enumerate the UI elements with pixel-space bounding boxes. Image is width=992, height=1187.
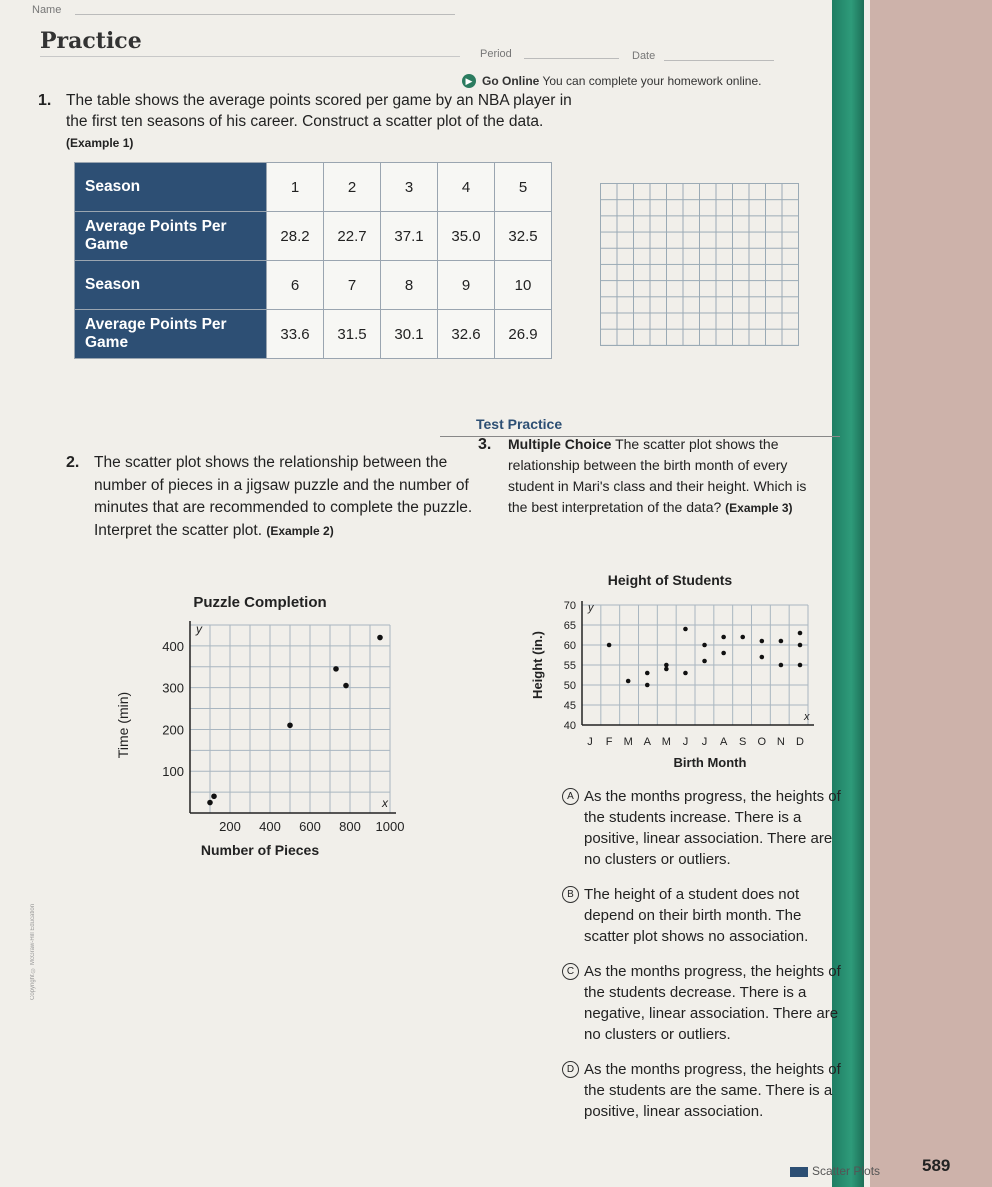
data-point bbox=[702, 659, 707, 664]
data-point bbox=[287, 722, 293, 728]
data-point bbox=[645, 683, 650, 688]
table-cell: 32.5 bbox=[495, 212, 552, 261]
period-line bbox=[524, 58, 619, 59]
choice-text: The height of a student does not depend on their birth month. The scatter plot shows no association. bbox=[584, 886, 809, 945]
answer-choices bbox=[560, 786, 850, 1136]
choice-d[interactable] bbox=[560, 1059, 850, 1122]
y-axis-label: Time (min) bbox=[115, 691, 131, 759]
data-point bbox=[343, 683, 349, 689]
section-marker-icon bbox=[790, 1167, 808, 1177]
question-2-body: The scatter plot shows the relationship between the number of pieces in a jigsaw puzzle and the number of minutes that are recommended to complete the puzzle. Interpret the scatter plot. bbox=[94, 454, 473, 539]
height-of-students-chart bbox=[520, 565, 840, 780]
x-axis-label: Number of Pieces bbox=[200, 842, 320, 858]
chart-axes bbox=[190, 621, 396, 813]
chart-ticks bbox=[162, 639, 404, 834]
question-number: 1. bbox=[38, 92, 52, 109]
data-point bbox=[683, 671, 688, 676]
choice-letter: B bbox=[562, 886, 579, 903]
chart-title: Height of Students bbox=[607, 572, 733, 588]
question-2 bbox=[66, 452, 473, 539]
choice-text: As the months progress, the heights of the students are the same. There is a positive, linear association. bbox=[584, 1061, 841, 1120]
y-tick-label: 200 bbox=[162, 722, 184, 738]
data-point bbox=[760, 655, 765, 660]
table-cell: 32.6 bbox=[438, 310, 495, 359]
date-line bbox=[664, 60, 774, 61]
question-number: 3. bbox=[478, 436, 492, 453]
y-tick-label: 300 bbox=[162, 680, 184, 696]
chart-grid bbox=[190, 625, 390, 813]
data-point bbox=[333, 666, 339, 672]
data-point bbox=[664, 663, 669, 668]
table-cell: 22.7 bbox=[324, 212, 381, 261]
x-tick-label: 800 bbox=[339, 819, 361, 834]
data-point bbox=[377, 635, 383, 641]
table-cell: 7 bbox=[324, 261, 381, 310]
data-point bbox=[760, 639, 765, 644]
copyright-note: Copyright © McGraw-Hill Education bbox=[30, 903, 36, 1000]
y-tick-label: 40 bbox=[563, 720, 576, 732]
go-online-note bbox=[482, 74, 762, 88]
table-cell: 26.9 bbox=[495, 310, 552, 359]
question-3-body: The scatter plot shows the relationship between the birth month of every student in Mari's class and their height. Which is the best interpretation of the data? bbox=[508, 436, 807, 515]
data-point bbox=[626, 679, 631, 684]
table-cell: 37.1 bbox=[381, 212, 438, 261]
data-point bbox=[740, 635, 745, 640]
table-cell: 9 bbox=[438, 261, 495, 310]
choice-b[interactable] bbox=[560, 884, 850, 947]
data-point bbox=[607, 643, 612, 648]
x-tick-label: 200 bbox=[219, 819, 241, 834]
x-tick-label: M bbox=[623, 736, 633, 748]
x-axis-label: Birth Month bbox=[673, 755, 747, 770]
chart-grid bbox=[582, 605, 808, 725]
table-cell: 31.5 bbox=[324, 310, 381, 359]
choice-c[interactable] bbox=[560, 961, 850, 1045]
choice-letter: A bbox=[562, 788, 579, 805]
y-tick-label: 55 bbox=[563, 660, 576, 672]
table-cell: 10 bbox=[495, 261, 552, 310]
data-point bbox=[779, 639, 784, 644]
date-label: Date bbox=[632, 50, 656, 62]
data-point bbox=[683, 627, 688, 632]
chart-axes bbox=[582, 601, 814, 725]
y-tick-label: 70 bbox=[563, 600, 576, 612]
choice-text: As the months progress, the heights of the students decrease. There is a negative, linear association. There are no clusters or outliers. bbox=[584, 963, 841, 1043]
points-table bbox=[74, 162, 552, 359]
example-ref: (Example 3) bbox=[725, 501, 793, 515]
row-label-season: Season bbox=[75, 163, 267, 212]
name-line bbox=[75, 14, 455, 15]
row-label-season: Season bbox=[75, 261, 267, 310]
row-label-points: Average Points Per Game bbox=[75, 212, 267, 261]
question-text bbox=[508, 434, 828, 519]
table-cell: 33.6 bbox=[267, 310, 324, 359]
x-tick-label: J bbox=[682, 736, 689, 748]
data-point bbox=[207, 800, 213, 806]
table-cell: 8 bbox=[381, 261, 438, 310]
chart-title: Puzzle Completion bbox=[193, 594, 327, 611]
row-label-points: Average Points Per Game bbox=[75, 310, 267, 359]
data-point bbox=[721, 635, 726, 640]
question-number: 2. bbox=[66, 454, 80, 471]
y-axis-letter: y bbox=[588, 602, 594, 614]
y-tick-label: 60 bbox=[563, 640, 576, 652]
question-text bbox=[94, 452, 474, 542]
y-tick-label: 45 bbox=[563, 700, 576, 712]
x-tick-label: A bbox=[719, 736, 728, 748]
x-tick-label: F bbox=[605, 736, 613, 748]
choice-letter: D bbox=[562, 1061, 579, 1078]
question-1-body: The table shows the average points scored per game by an NBA player in the first ten seasons of his career. Construct a scatter plot of the data. bbox=[66, 92, 572, 130]
x-tick-label: 1000 bbox=[375, 819, 405, 834]
x-tick-label: S bbox=[739, 736, 747, 748]
table-cell: 6 bbox=[267, 261, 324, 310]
y-axis-label: Height (in.) bbox=[530, 631, 545, 699]
puzzle-completion-chart bbox=[100, 585, 430, 875]
chart-points bbox=[607, 627, 803, 688]
data-point bbox=[721, 651, 726, 656]
table-cell: 3 bbox=[381, 163, 438, 212]
table-cell: 1 bbox=[267, 163, 324, 212]
y-tick-label: 100 bbox=[162, 764, 184, 780]
question-text bbox=[66, 90, 586, 154]
table-cell: 28.2 bbox=[267, 212, 324, 261]
question-3 bbox=[478, 434, 828, 515]
table-cell: 35.0 bbox=[438, 212, 495, 261]
data-point bbox=[645, 671, 650, 676]
go-online-text: You can complete your homework online. bbox=[542, 74, 762, 88]
footer-section: Scatter Plots bbox=[812, 1164, 881, 1178]
test-practice-heading: Test Practice bbox=[476, 416, 563, 432]
data-point bbox=[798, 663, 803, 668]
example-ref: (Example 1) bbox=[66, 136, 134, 150]
choice-letter: C bbox=[562, 963, 579, 980]
choice-a[interactable] bbox=[560, 786, 850, 870]
choice-text: As the months progress, the heights of the students increase. There is a positive, linear association. There are no clusters or outliers. bbox=[584, 788, 841, 868]
table-cell: 5 bbox=[495, 163, 552, 212]
x-tick-label: J bbox=[587, 736, 593, 748]
x-axis-letter: x bbox=[382, 796, 388, 810]
x-tick-label: A bbox=[643, 736, 651, 748]
section-title: Practice bbox=[40, 28, 142, 54]
data-point bbox=[779, 663, 784, 668]
chart-points bbox=[207, 635, 383, 806]
data-point bbox=[798, 631, 803, 636]
data-point bbox=[702, 643, 707, 648]
go-online-icon: ▶ bbox=[462, 74, 476, 88]
x-tick-label: O bbox=[757, 736, 767, 748]
y-tick-label: 65 bbox=[563, 620, 576, 632]
go-online-bold: Go Online bbox=[482, 74, 540, 88]
question-type-label: Multiple Choice bbox=[508, 436, 612, 452]
x-tick-label: M bbox=[661, 736, 671, 748]
x-tick-label: 600 bbox=[299, 819, 321, 834]
x-axis-letter: x bbox=[804, 711, 810, 723]
data-point bbox=[798, 643, 803, 648]
x-tick-label: D bbox=[796, 736, 804, 748]
table-cell: 30.1 bbox=[381, 310, 438, 359]
example-ref: (Example 2) bbox=[266, 523, 334, 538]
table-cell: 2 bbox=[324, 163, 381, 212]
y-tick-label: 50 bbox=[563, 680, 576, 692]
page-number: 589 bbox=[922, 1156, 951, 1175]
x-tick-label: N bbox=[776, 736, 785, 748]
y-axis-letter: y bbox=[196, 622, 202, 636]
data-point bbox=[664, 667, 669, 672]
x-tick-label: 400 bbox=[259, 819, 281, 834]
name-label: Name bbox=[32, 4, 62, 16]
title-rule bbox=[40, 56, 460, 57]
period-label: Period bbox=[480, 48, 512, 60]
x-tick-label: J bbox=[701, 736, 708, 748]
blank-graph-grid[interactable] bbox=[600, 183, 799, 346]
data-point bbox=[211, 793, 217, 799]
question-1 bbox=[38, 90, 578, 150]
y-tick-label: 400 bbox=[162, 638, 184, 654]
table-cell: 4 bbox=[438, 163, 495, 212]
